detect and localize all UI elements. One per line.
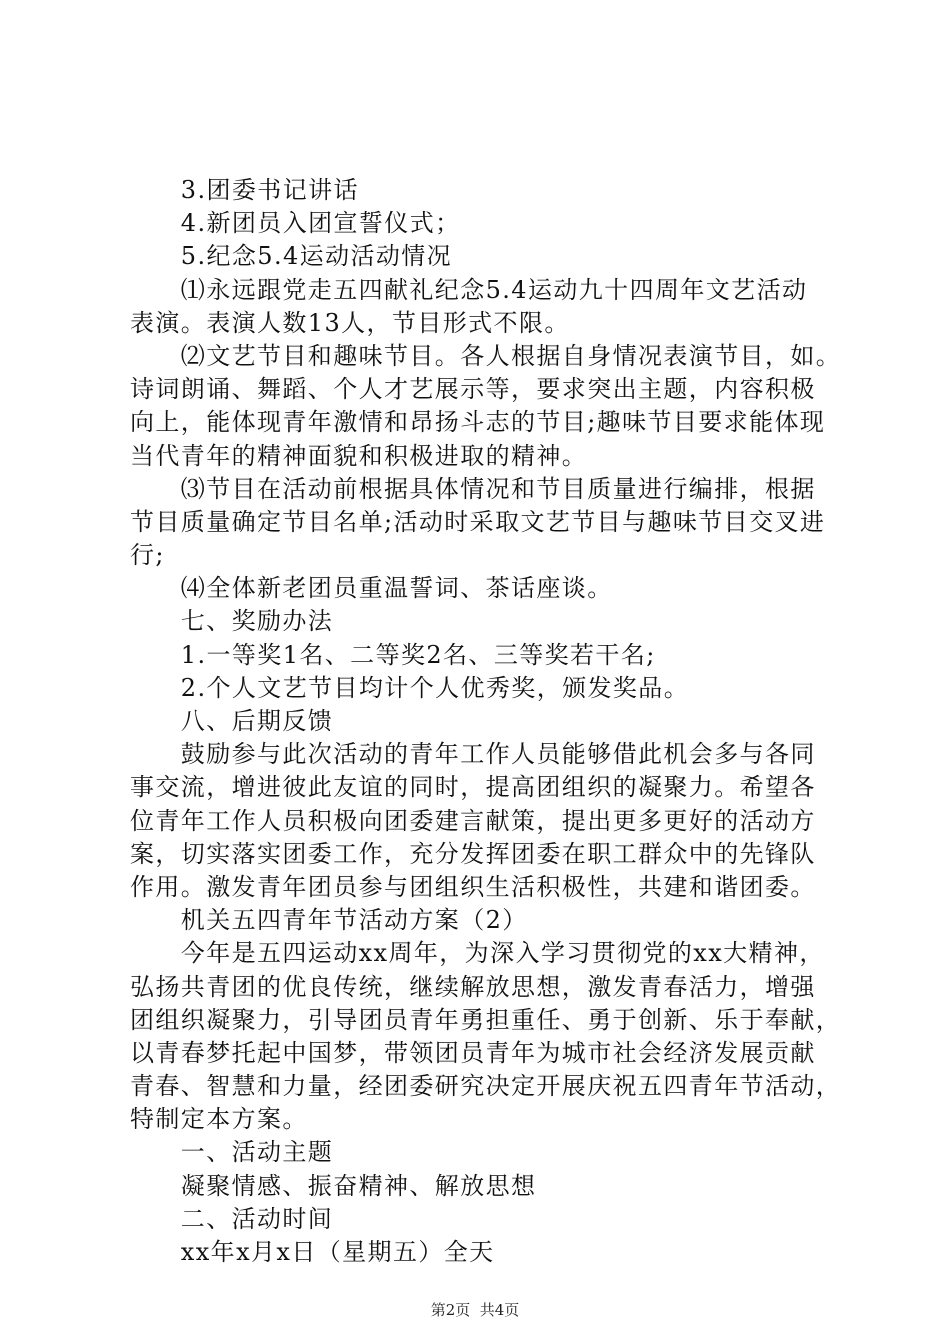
text-line: 位青年工作人员积极向团委建言献策，提出更多更好的活动方 (130, 806, 816, 835)
text-line: 今年是五四运动xx周年，为深入学习贯彻党的xx大精神， (130, 939, 825, 968)
text-line: 2.个人文艺节目均计个人优秀奖，颁发奖品。 (130, 673, 690, 702)
text-line: 事交流，增进彼此友谊的同时，提高团组织的凝聚力。希望各 (130, 773, 816, 802)
text-line: 诗词朗诵、舞蹈、个人才艺展示等，要求突出主题，内容积极 (130, 375, 816, 404)
section-heading: 八、后期反馈 (130, 707, 334, 735)
section-heading: 七、奖励办法 (130, 607, 334, 636)
page-number-footer: 第2页 共4页 (430, 1301, 520, 1319)
text-line: 鼓励参与此次活动的青年工作人员能够借此机会多与各同 (130, 740, 816, 769)
text-line: 4.新团员入团宣誓仪式； (130, 209, 461, 238)
text-line: 当代青年的精神面貌和积极进取的精神。 (130, 441, 588, 470)
text-line: xx年x月x日（星期五）全天 (130, 1238, 495, 1266)
text-line: 青春、智慧和力量，经团委研究决定开展庆祝五四青年节活动， (130, 1072, 842, 1101)
text-line: 作用。激发青年团员参与团组织生活积极性，共建和谐团委。 (130, 872, 816, 901)
text-line: 凝聚情感、振奋精神、解放思想 (130, 1171, 537, 1200)
text-line: 向上，能体现青年激情和昂扬斗志的节目;趣味节目要求能体现 (130, 408, 826, 437)
document-subtitle: 机关五四青年节活动方案（2） (130, 906, 528, 935)
text-line: ⑴永远跟党走五四献礼纪念5.4运动九十四周年文艺活动 (130, 275, 808, 304)
text-line: 5.纪念5.4运动活动情况 (130, 242, 453, 271)
text-line: 特制定本方案。 (130, 1105, 308, 1134)
text-line: 表演。表演人数13人，节目形式不限。 (130, 308, 570, 337)
text-line: 案，切实落实团委工作，充分发挥团委在职工群众中的先锋队 (130, 839, 816, 868)
text-line: 弘扬共青团的优良传统，继续解放思想，激发青春活力，增强 (130, 972, 816, 1001)
section-heading: 二、活动时间 (130, 1204, 334, 1233)
text-line: 1.一等奖1名、二等奖2名、三等奖若干名; (130, 640, 656, 669)
text-line: 团组织凝聚力，引导团员青年勇担重任、勇于创新、乐于奉献， (130, 1005, 842, 1034)
text-line: ⑵文艺节目和趣味节目。各人根据自身情况表演节目，如。 (130, 341, 842, 370)
text-line: 以青春梦托起中国梦，带领团员青年为城市社会经济发展贡献 (130, 1038, 816, 1067)
document-body (130, 174, 850, 1269)
text-line: 3.团委书记讲话 (130, 176, 359, 204)
text-line: ⑷全体新老团员重温誓词、茶话座谈。 (130, 574, 613, 603)
text-line: 行; (130, 541, 165, 570)
text-line: ⑶节目在活动前根据具体情况和节目质量进行编排，根据 (130, 474, 816, 503)
section-heading: 一、活动主题 (130, 1138, 334, 1167)
text-line: 节目质量确定节目名单;活动时采取文艺节目与趣味节目交叉进 (130, 507, 826, 536)
